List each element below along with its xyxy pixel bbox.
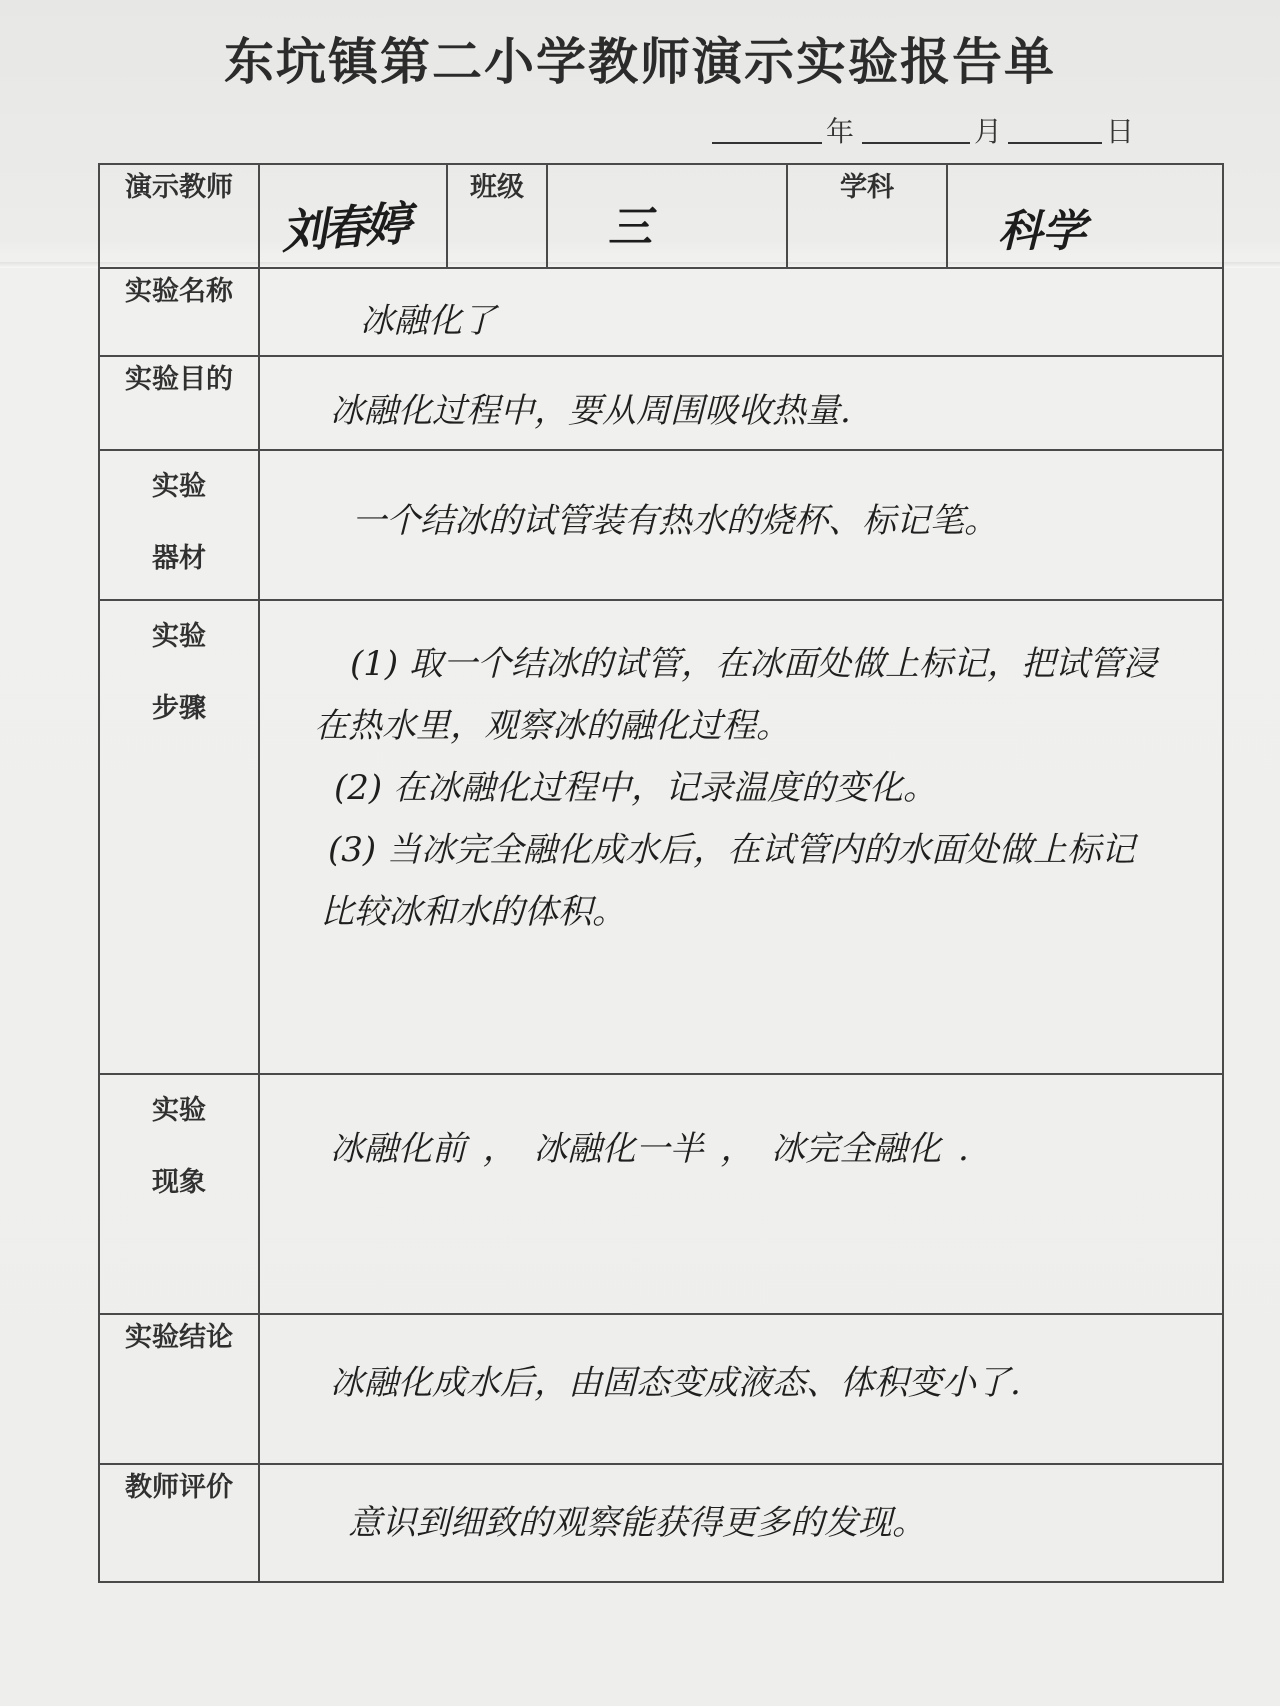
conclusion-label: 实验结论	[99, 1314, 259, 1464]
phenomenon-label	[99, 1074, 259, 1314]
step-line-4: (3) 当冰完全融化成水后，在试管内的水面处做上标记	[328, 830, 1135, 870]
phenomenon-value: 冰融化前 ， 冰融化一半 ， 冰完全融化 .	[330, 1129, 969, 1169]
evaluation-cell	[259, 1464, 1223, 1582]
materials-label-2: 器材	[152, 543, 206, 574]
teacher-label: 演示教师	[99, 164, 259, 268]
evaluation-value: 意识到细致的观察能获得更多的发现。	[348, 1503, 926, 1543]
steps-label-2: 步骤	[152, 693, 206, 724]
step-line-1: (1) 取一个结冰的试管，在冰面处做上标记，把试管浸	[350, 644, 1157, 684]
conclusion-row	[99, 1314, 1223, 1464]
subject-label: 学科	[787, 164, 947, 268]
month-label: 月	[974, 115, 1003, 148]
report-table	[98, 163, 1224, 1583]
purpose-label: 实验目的	[99, 356, 259, 450]
class-value: 三	[608, 202, 652, 253]
purpose-row	[99, 356, 1223, 450]
header-row	[99, 164, 1223, 268]
year-label: 年	[826, 115, 855, 148]
teacher-signature: 刘春婷	[279, 196, 409, 259]
phenomenon-cell	[259, 1074, 1223, 1314]
month-blank	[862, 142, 970, 144]
purpose-cell	[259, 356, 1223, 450]
name-cell	[259, 268, 1223, 356]
teacher-cell	[259, 164, 447, 268]
evaluation-label: 教师评价	[99, 1464, 259, 1582]
subject-value: 科学	[998, 206, 1086, 257]
step-line-2: 在热水里，观察冰的融化过程。	[314, 706, 790, 746]
phenomenon-row	[99, 1074, 1223, 1314]
conclusion-value: 冰融化成水后，由固态变成液态、体积变小了.	[330, 1363, 1021, 1403]
steps-row	[99, 600, 1223, 1074]
year-blank	[712, 142, 822, 144]
evaluation-row	[99, 1464, 1223, 1582]
materials-value: 一个结冰的试管装有热水的烧杯、标记笔。	[352, 501, 998, 541]
step-line-3: (2) 在冰融化过程中，记录温度的变化。	[334, 768, 937, 808]
conclusion-cell	[259, 1314, 1223, 1464]
class-cell	[547, 164, 787, 268]
day-blank	[1008, 142, 1102, 144]
step-line-5: 比较冰和水的体积。	[320, 892, 626, 932]
name-label: 实验名称	[99, 268, 259, 356]
materials-label-1: 实验	[152, 471, 206, 502]
class-label: 班级	[447, 164, 547, 268]
materials-cell	[259, 450, 1223, 600]
phenomenon-label-1: 实验	[152, 1095, 206, 1126]
page-title: 东坑镇第二小学教师演示实验报告单	[224, 32, 1056, 91]
steps-label	[99, 600, 259, 1074]
purpose-value: 冰融化过程中，要从周围吸收热量.	[330, 391, 851, 431]
steps-label-1: 实验	[152, 621, 206, 652]
name-value: 冰融化了	[360, 301, 496, 341]
steps-text	[260, 601, 1222, 943]
materials-label	[99, 450, 259, 600]
phenomenon-label-2: 现象	[152, 1167, 206, 1198]
materials-row	[99, 450, 1223, 600]
day-label: 日	[1106, 115, 1135, 148]
name-row	[99, 268, 1223, 356]
steps-cell	[259, 600, 1223, 1074]
subject-cell	[947, 164, 1223, 268]
